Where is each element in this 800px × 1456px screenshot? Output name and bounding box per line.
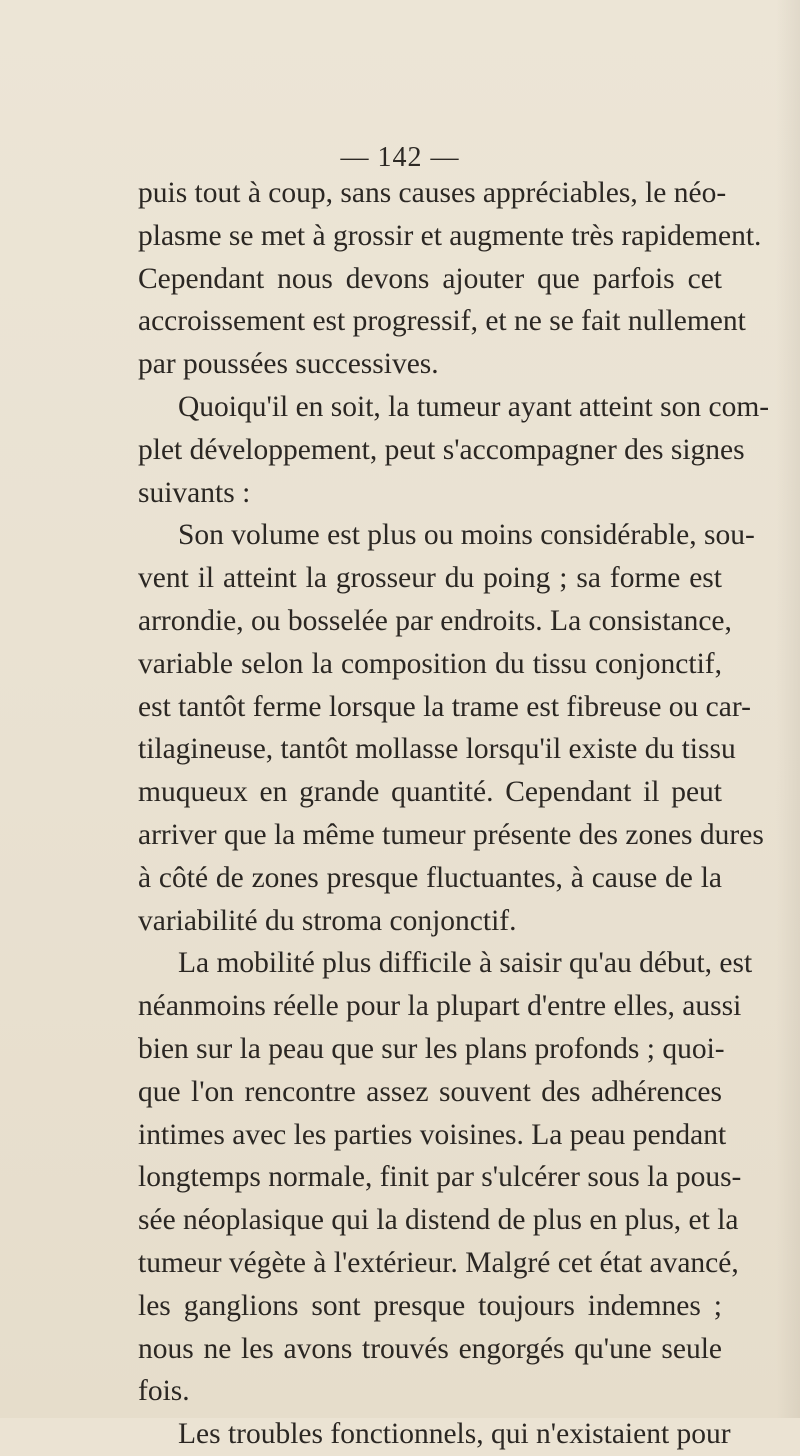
body-text xyxy=(138,172,770,1456)
text-line: que l'on rencontre assez souvent des adhérences xyxy=(138,1075,722,1108)
text-line: à côté de zones presque fluctuantes, à cause de la xyxy=(138,861,722,894)
text-line: les ganglions sont presque toujours indemnes ; xyxy=(138,1289,722,1322)
paragraph xyxy=(138,1413,731,1456)
text-line: Quoiqu'il en soit, la tumeur ayant atteint son com- xyxy=(178,390,770,423)
text-line: Les troubles fonctionnels, qui n'existaient pour xyxy=(178,1418,731,1451)
text-line: vent il atteint la grosseur du poing ; sa forme est xyxy=(138,562,722,595)
text-line: bien sur la peau que sur les plans profonds ; quoi- xyxy=(138,1032,725,1065)
text-line: nous ne les avons trouvés engorgés qu'une seule xyxy=(138,1332,722,1365)
text-line: La mobilité plus difficile à saisir qu'au début, est xyxy=(178,947,753,980)
text-line: fois. xyxy=(138,1375,190,1408)
text-line: intimes avec les parties voisines. La peau pendant xyxy=(138,1118,727,1151)
text-line: variable selon la composition du tissu conjonctif, xyxy=(138,647,722,680)
text-line: arriver que la même tumeur présente des zones dures xyxy=(138,818,764,851)
text-line: variabilité du stroma conjonctif. xyxy=(138,904,517,937)
text-line: puis tout à coup, sans causes appréciables, le néo- xyxy=(138,177,727,209)
text-line: arrondie, ou bosselée par endroits. La consistance, xyxy=(138,604,732,637)
page-number: — 142 — xyxy=(340,142,460,173)
paragraph xyxy=(138,942,753,1413)
text-line: tumeur végète à l'extérieur. Malgré cet état avancé, xyxy=(138,1246,739,1279)
text-line: plasme se met à grossir et augmente très rapidement. xyxy=(138,219,762,252)
text-line: tilagineuse, tantôt mollasse lorsqu'il existe du tissu xyxy=(138,733,736,766)
paragraph xyxy=(138,514,764,942)
text-line: accroissement est progressif, et ne se fait nullement xyxy=(138,305,746,338)
text-line: est tantôt ferme lorsque la trame est fibreuse ou car- xyxy=(138,690,751,723)
text-line: plet développement, peut s'accompagner des signes xyxy=(138,433,745,466)
text-line: suivants : xyxy=(138,476,251,509)
paragraph xyxy=(138,386,770,514)
text-line: Cependant nous devons ajouter que parfois cet xyxy=(138,262,722,295)
page-edge-shadow xyxy=(776,0,800,1418)
text-line: par poussées successives. xyxy=(138,348,439,381)
text-line: muqueux en grande quantité. Cependant il peut xyxy=(138,776,722,809)
text-line: longtemps normale, finit par s'ulcérer sous la pous- xyxy=(138,1161,742,1194)
text-line: néanmoins réelle pour la plupart d'entre elles, aussi xyxy=(138,990,742,1023)
text-line: Son volume est plus ou moins considérable, sou- xyxy=(178,519,755,552)
paragraph xyxy=(138,172,762,386)
text-line: sée néoplasique qui la distend de plus en plus, et la xyxy=(138,1204,739,1237)
